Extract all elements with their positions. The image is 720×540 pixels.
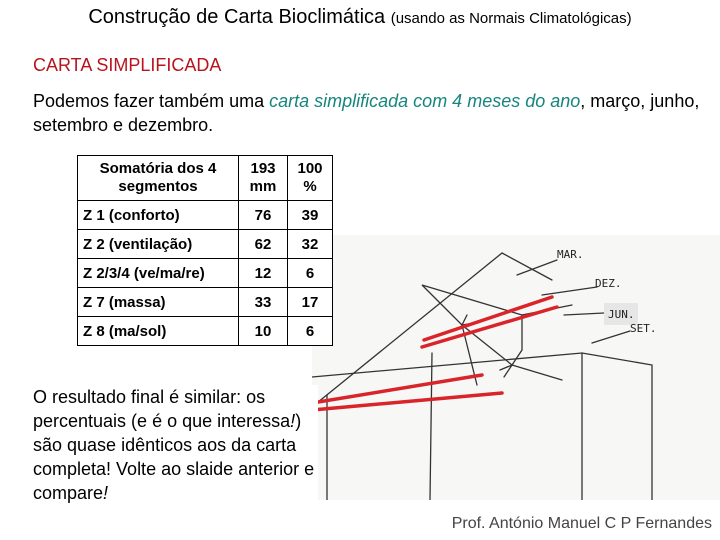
label-dez: DEZ. bbox=[595, 277, 622, 290]
table-header-row bbox=[78, 156, 333, 201]
sketch-background bbox=[312, 235, 720, 500]
header-label: Somatória dos 4 segmentos bbox=[78, 156, 239, 201]
result-italic-2: ! bbox=[103, 483, 109, 503]
header-mm: 193 mm bbox=[239, 156, 288, 201]
row-label: Z 8 (ma/sol) bbox=[78, 317, 239, 346]
table-row bbox=[78, 288, 333, 317]
label-set: SET. bbox=[630, 322, 657, 335]
author-footer: Prof. António Manuel C P Fernandes bbox=[451, 515, 712, 532]
result-text-1: O resultado final é similar: os percentuais (e é o que interessa bbox=[33, 387, 291, 431]
intro-highlight: carta simplificada com 4 meses do ano bbox=[269, 91, 581, 111]
row-mm: 33 bbox=[239, 288, 288, 317]
table-row bbox=[78, 259, 333, 288]
label-mar: MAR. bbox=[557, 248, 584, 261]
summary-table bbox=[77, 155, 333, 346]
section-subtitle: CARTA SIMPLIFICADA bbox=[33, 55, 222, 75]
row-pct: 17 bbox=[288, 288, 333, 317]
intro-text-2: , março, junho, setembro e dezembro. bbox=[33, 91, 700, 135]
header-pct: 100 % bbox=[288, 156, 333, 201]
row-pct: 6 bbox=[288, 317, 333, 346]
row-pct: 32 bbox=[288, 230, 333, 259]
slide-title bbox=[0, 6, 720, 29]
table-row bbox=[78, 201, 333, 230]
bioclimatic-chart-sketch bbox=[312, 235, 720, 500]
table-row bbox=[78, 230, 333, 259]
row-label: Z 2 (ventilação) bbox=[78, 230, 239, 259]
result-italic-1: ! bbox=[290, 411, 296, 431]
result-paragraph bbox=[33, 385, 318, 505]
result-text-2: ) são quase idênticos aos da carta completa! Volte ao slaide anterior e compare bbox=[33, 411, 315, 503]
row-label: Z 1 (conforto) bbox=[78, 201, 239, 230]
row-pct: 39 bbox=[288, 201, 333, 230]
row-pct: 6 bbox=[288, 259, 333, 288]
title-sub: (usando as Normais Climatológicas) bbox=[390, 10, 632, 27]
row-mm: 10 bbox=[239, 317, 288, 346]
row-mm: 12 bbox=[239, 259, 288, 288]
row-mm: 62 bbox=[239, 230, 288, 259]
table-row bbox=[78, 317, 333, 346]
intro-paragraph bbox=[33, 89, 720, 137]
intro-text-1: Podemos fazer também uma bbox=[33, 91, 265, 111]
row-label: Z 2/3/4 (ve/ma/re) bbox=[78, 259, 239, 288]
label-jun: JUN. bbox=[608, 308, 635, 321]
row-mm: 76 bbox=[239, 201, 288, 230]
title-main: Construção de Carta Bioclimática bbox=[88, 6, 386, 28]
row-label: Z 7 (massa) bbox=[78, 288, 239, 317]
